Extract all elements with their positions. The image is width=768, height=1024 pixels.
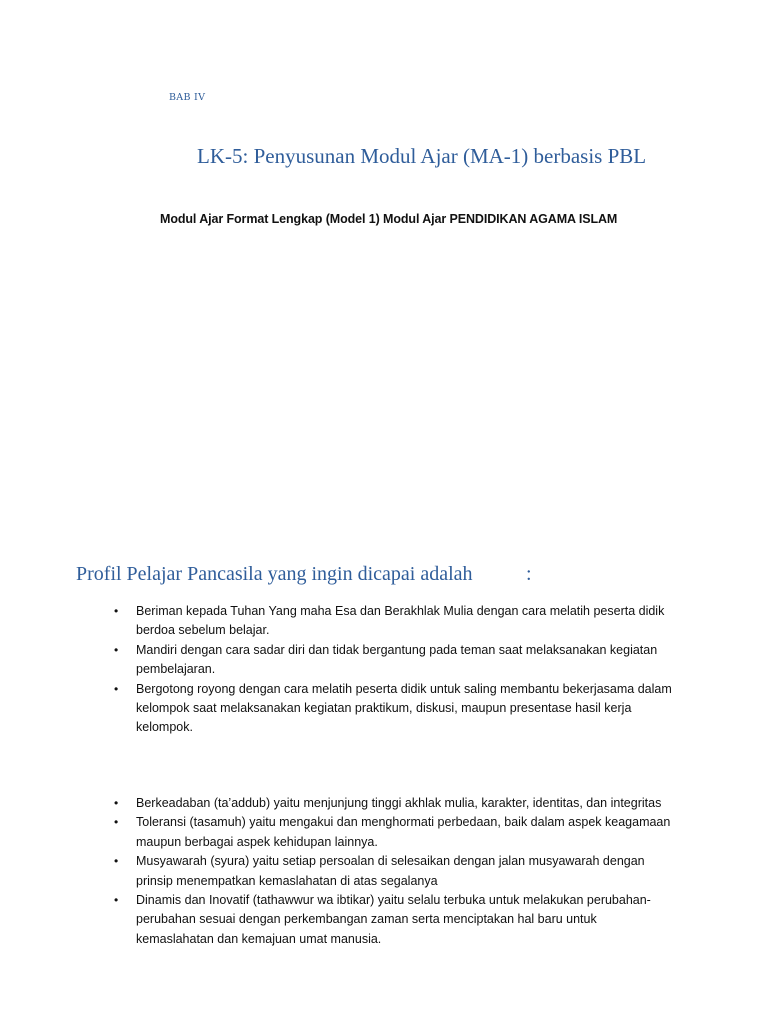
values-list: [110, 794, 676, 949]
bullet-icon: •: [114, 796, 119, 810]
chapter-label: BAB IV: [169, 92, 206, 103]
section-heading: [76, 563, 532, 586]
list-item-text: Dinamis dan Inovatif (tathawwur wa ibtikar) yaitu selalu terbuka untuk melakukan perubahan-perubahan sesuai dengan perkembangan zaman serta menciptakan hal baru untuk kemaslahatan dan kemajuan umat manusia.: [136, 893, 651, 946]
list-item: [110, 891, 676, 949]
list-item-text: Bergotong royong dengan cara melatih peserta didik untuk saling membantu bekerjasama dalam kelompok saat melaksanakan kegiatan praktikum, diskusi, maupun presentase hasil kerja kelompok.: [136, 681, 672, 735]
list-item: [110, 680, 676, 738]
list-item: [110, 852, 676, 891]
document-title: LK-5: Penyusunan Modul Ajar (MA-1) berbasis PBL: [197, 144, 647, 168]
bullet-icon: •: [114, 854, 119, 869]
document-subtitle: Modul Ajar Format Lengkap (Model 1) Modul Ajar PENDIDIKAN AGAMA ISLAM: [160, 212, 618, 226]
section-heading-colon: :: [526, 563, 532, 585]
list-item: [110, 813, 676, 852]
bullet-icon: •: [114, 815, 119, 830]
section-heading-text: Profil Pelajar Pancasila yang ingin dicapai adalah: [76, 563, 473, 585]
bullet-icon: •: [114, 681, 119, 696]
list-item-text: Beriman kepada Tuhan Yang maha Esa dan Berakhlak Mulia dengan cara melatih peserta didik berdoa sebelum belajar.: [136, 604, 665, 638]
list-item: [110, 602, 676, 641]
bullet-icon: •: [114, 893, 119, 908]
bullet-icon: •: [114, 642, 119, 657]
list-item-text: Toleransi (tasamuh) yaitu mengakui dan menghormati perbedaan, baik dalam aspek keagamaan maupun berbagai aspek kehidupan lainnya.: [136, 815, 671, 849]
list-item: [110, 794, 676, 813]
bullet-icon: •: [114, 604, 119, 618]
list-item-text: Berkeadaban (ta’addub) yaitu menjunjung tinggi akhlak mulia, karakter, identitas, dan integritas: [136, 796, 662, 810]
list-item: [110, 641, 676, 680]
list-item-text: Musyawarah (syura) yaitu setiap persoalan di selesaikan dengan jalan musyawarah dengan prinsip menempatkan kemaslahatan di atas segalanya: [136, 854, 645, 888]
list-item-text: Mandiri dengan cara sadar diri dan tidak bergantung pada teman saat melaksanakan kegiatan pembelajaran.: [136, 642, 658, 677]
profile-list: [110, 602, 676, 738]
